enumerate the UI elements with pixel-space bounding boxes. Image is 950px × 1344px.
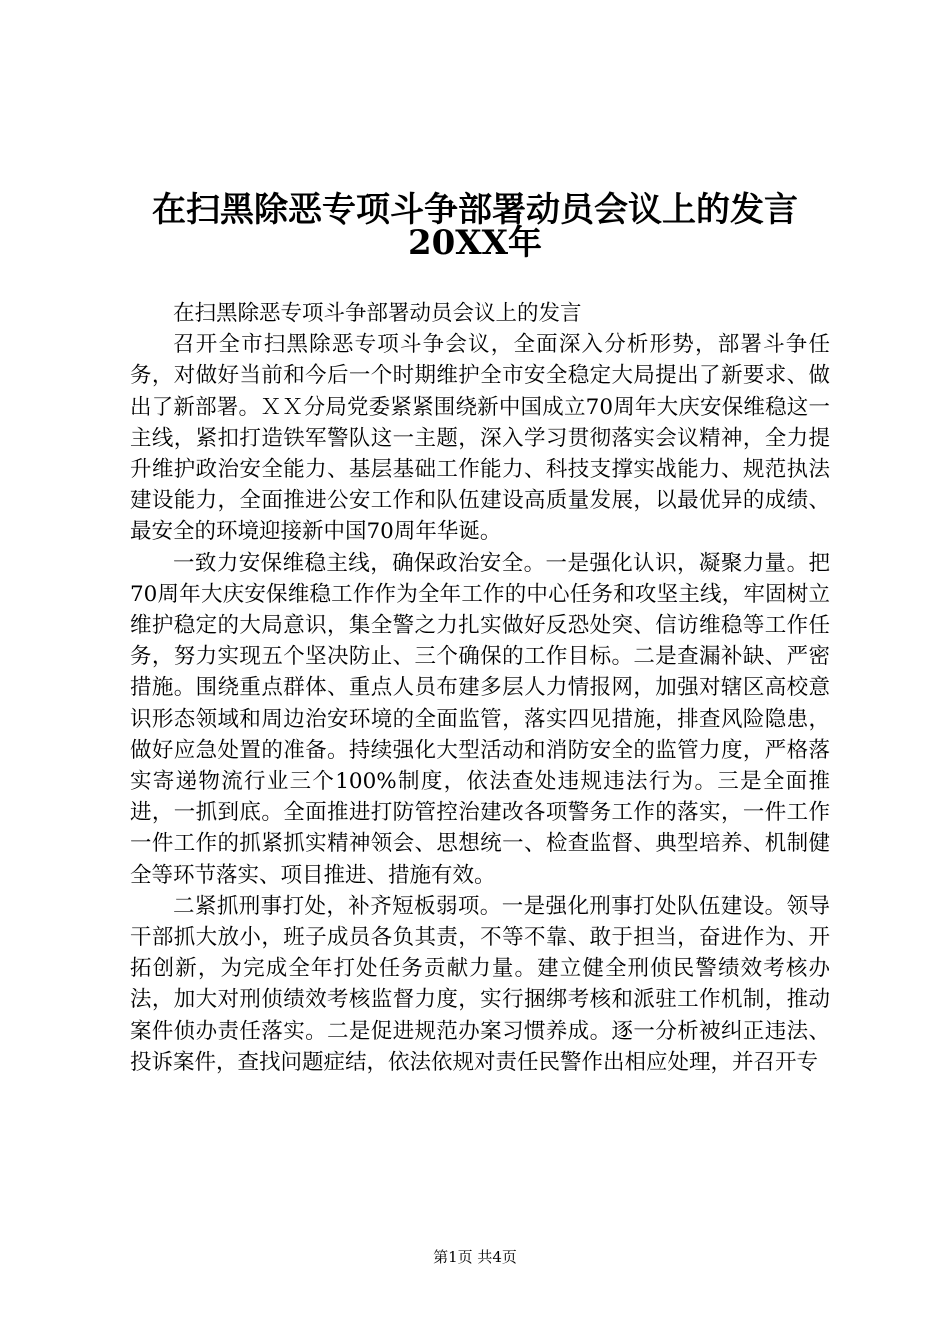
document-title-line2: 20XX年 [407,223,543,263]
paragraph-section-1: 一致力安保维稳主线，确保政治安全。一是强化认识，凝聚力量。把70周年大庆安保维稳工作作为全年工作的中心任务和攻坚主线，牢固树立维护稳定的大局意识，集全警之力扎实做好反恐处突、信访维稳等工作任务，努力实现五个坚决防止、三个确保的工作目标。二是查漏补缺、严密措施。围绕重点群体、重点人员布建多层人力情报网，加强对辖区高校意识形态领域和周边治安环境的全面监管，落实四见措施，排查风险隐患，做好应急处置的准备。持续强化大型活动和消防安全的监管力度，严格落实寄递物流行业三个100%制度，依法查处违规违法行为。三是全面推进，一抓到底。全面推进打防管控治建改各项警务工作的落实，一件工作一件工作的抓紧抓实精神领会、思想统一、检查监督、典型培养、机制健全等环节落实、项目推进、措施有效。 [130,550,830,888]
paragraph-section-2: 二紧抓刑事打处，补齐短板弱项。一是强化刑事打处队伍建设。领导干部抓大放小，班子成员各负其责，不等不靠、敢于担当，奋进作为、开拓创新，为完成全年打处任务贡献力量。建立健全刑侦民警绩效考核办法，加大对刑侦绩效考核监督力度，实行捆绑考核和派驻工作机制，推动案件侦办责任落实。二是促进规范办案习惯养成。逐一分析被纠正违法、投诉案件，查找问题症结，依法依规对责任民警作出相应处理，并召开专 [130,893,830,1075]
document-title-line1: 在扫黑除恶专项斗争部署动员会议上的发言 [152,190,798,230]
document-body [130,298,830,1078]
paragraph-subtitle: 在扫黑除恶专项斗争部署动员会议上的发言 [173,301,582,326]
page-footer: 第1页 共4页 [433,1248,517,1266]
paragraph-intro: 召开全市扫黑除恶专项斗争会议，全面深入分析形势，部署斗争任务，对做好当前和今后一个时期维护全市安全稳定大局提出了新要求、做出了新部署。ＸＸ分局党委紧紧围绕新中国成立70周年大庆安保维稳这一主线，紧扣打造铁军警队这一主题，深入学习贯彻落实会议精神，全力提升维护政治安全能力、基层基础工作能力、科技支撑实战能力、规范执法建设能力，全面推进公安工作和队伍建设高质量发展，以最优异的成绩、最安全的环境迎接新中国70周年华诞。 [130,332,830,545]
